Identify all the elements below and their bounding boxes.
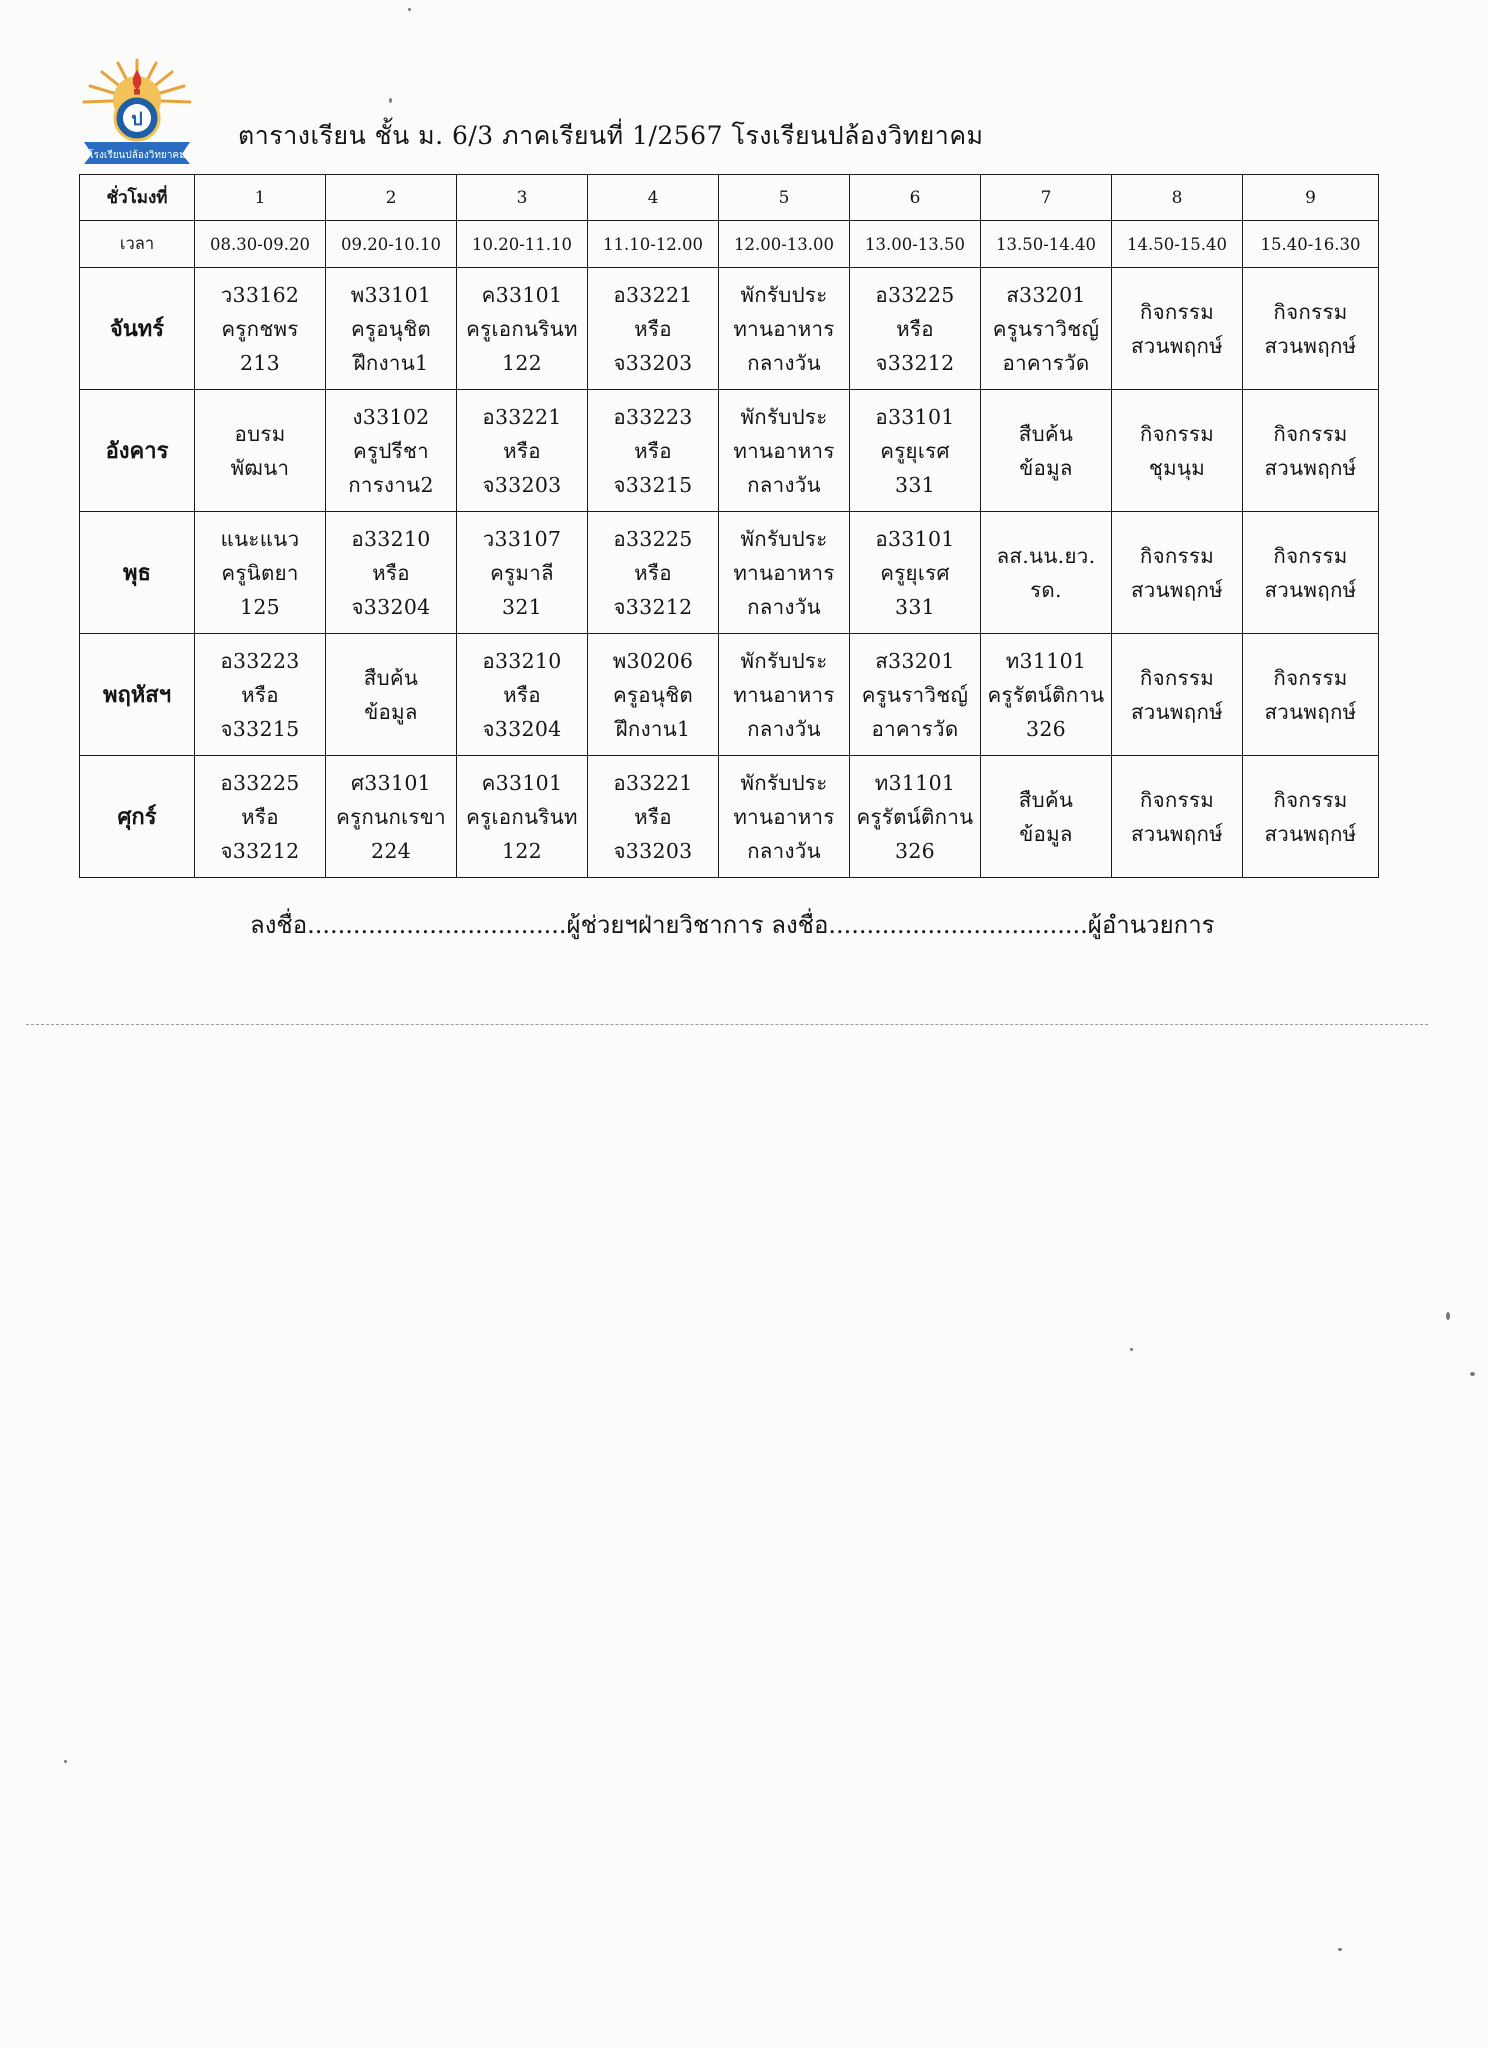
cell-line: หรือ (634, 316, 672, 341)
svg-text:ป: ป (131, 109, 143, 130)
cell-line: ครูเอกนรินท (466, 804, 578, 829)
cell-line: พักรับประ (740, 404, 828, 429)
cell-line: จ33212 (613, 594, 693, 619)
cell-line: ครูกชพร (221, 316, 299, 341)
cell-line: ครูกนกเรขา (336, 804, 446, 829)
cell-line: จ33215 (220, 716, 300, 741)
cell-line: 125 (239, 594, 281, 619)
cell-line: หรือ (634, 804, 672, 829)
page-title: ตารางเรียน ชั้น ม. 6/3 ภาคเรียนที่ 1/2567 โรงเรียนปล้องวิทยาคม (238, 121, 984, 150)
cell-line: กิจกรรม (1139, 299, 1215, 324)
cell-line: กลางวัน (747, 594, 821, 619)
cell-line: สวนพฤกษ์ (1264, 577, 1357, 602)
cell-line: จ33215 (613, 472, 693, 497)
cell-line: สืบค้น (363, 665, 419, 690)
class-cell (981, 390, 1112, 512)
cell-line: สวนพฤกษ์ (1131, 821, 1223, 846)
class-cell (850, 634, 981, 756)
cell-line: 326 (1025, 716, 1067, 741)
class-cell (981, 512, 1112, 634)
period-number: 2 (326, 175, 457, 221)
cell-line: กิจกรรม (1139, 421, 1215, 446)
cell-line: อ33223 (220, 648, 300, 673)
day-label: พุธ (80, 512, 195, 634)
time-header-row (80, 221, 1379, 268)
class-cell (457, 756, 588, 878)
class-cell (1112, 268, 1243, 390)
cell-line: 326 (894, 838, 936, 863)
cell-line: อ33225 (220, 770, 300, 795)
cell-line: กิจกรรม (1139, 787, 1215, 812)
cell-line: สวนพฤกษ์ (1264, 333, 1357, 358)
signature-line: ลงชื่อ..................................ผู้ช่วยฯฝ่ายวิชาการ ลงชื่อ..................................ผู้อำนวยการ (250, 911, 1215, 939)
cell-line: ว33107 (482, 526, 562, 551)
cell-line: ครูมาลี (490, 560, 554, 585)
cell-line: จ33203 (613, 350, 693, 375)
class-cell (1243, 268, 1379, 390)
day-row (80, 390, 1379, 512)
period-number: 5 (719, 175, 850, 221)
period-time: 13.00-13.50 (850, 221, 981, 268)
cell-line: สวนพฤกษ์ (1264, 455, 1357, 480)
scan-speck (1130, 1348, 1133, 1351)
cell-line: อ33223 (613, 404, 693, 429)
period-time: 09.20-10.10 (326, 221, 457, 268)
cell-line: กิจกรรม (1273, 299, 1348, 324)
cell-line: กลางวัน (747, 838, 821, 863)
class-cell (1112, 390, 1243, 512)
timetable (79, 174, 1379, 878)
cell-line: ศ33101 (350, 770, 432, 795)
period-number: 9 (1243, 175, 1379, 221)
cell-line: อ33221 (482, 404, 562, 429)
cell-line: 122 (501, 838, 543, 863)
cell-line: พ30206 (612, 648, 694, 673)
cell-line: หรือ (503, 438, 541, 463)
period-label: ชั่วโมงที่ (80, 175, 195, 221)
cell-line: กลางวัน (747, 472, 821, 497)
cell-line: ทานอาหาร (733, 316, 835, 341)
class-cell (588, 512, 719, 634)
cell-line: ครูรัตน์ติกาน (856, 804, 974, 829)
cell-line: ว33162 (220, 282, 300, 307)
class-cell (326, 268, 457, 390)
cell-line: ทานอาหาร (733, 682, 835, 707)
scan-speck (408, 8, 411, 11)
class-cell (719, 268, 850, 390)
cell-line: หรือ (372, 560, 410, 585)
class-cell (326, 390, 457, 512)
cell-line: 224 (370, 838, 412, 863)
cell-line: จ33203 (482, 472, 562, 497)
class-cell (850, 756, 981, 878)
cell-line: ท31101 (1005, 648, 1087, 673)
cell-line: พักรับประ (740, 770, 828, 795)
cell-line: หรือ (634, 438, 672, 463)
class-cell (195, 634, 326, 756)
cut-divider (26, 1024, 1428, 1025)
cell-line: ทานอาหาร (733, 804, 835, 829)
cell-line: หรือ (241, 682, 279, 707)
class-cell (981, 756, 1112, 878)
cell-line: สวนพฤกษ์ (1131, 333, 1223, 358)
cell-line: ครูปรีชา (353, 438, 429, 463)
class-cell (1243, 634, 1379, 756)
day-row (80, 634, 1379, 756)
class-cell (457, 512, 588, 634)
cell-line: สวนพฤกษ์ (1131, 699, 1223, 724)
day-label: พฤหัสฯ (80, 634, 195, 756)
class-cell (1112, 512, 1243, 634)
class-cell (195, 512, 326, 634)
cell-line: หรือ (503, 682, 541, 707)
class-cell (326, 756, 457, 878)
cell-line: สวนพฤกษ์ (1264, 821, 1357, 846)
cell-line: ครูนิตยา (221, 560, 299, 585)
cell-line: ง33102 (352, 404, 430, 429)
cell-line: กิจกรรม (1273, 665, 1348, 690)
class-cell (588, 390, 719, 512)
cell-line: กลางวัน (747, 350, 821, 375)
period-time: 13.50-14.40 (981, 221, 1112, 268)
period-number: 6 (850, 175, 981, 221)
period-time: 12.00-13.00 (719, 221, 850, 268)
cell-line: พัฒนา (230, 455, 290, 480)
cell-line: กิจกรรม (1139, 543, 1215, 568)
class-cell (1243, 390, 1379, 512)
period-time: 14.50-15.40 (1112, 221, 1243, 268)
class-cell (719, 390, 850, 512)
cell-line: อาคารวัด (871, 716, 959, 741)
cell-line: หรือ (896, 316, 934, 341)
period-number: 4 (588, 175, 719, 221)
cell-line: 213 (239, 350, 281, 375)
cell-line: ส33201 (1006, 282, 1086, 307)
cell-line: อบรม (234, 421, 286, 446)
cell-line: การงาน2 (348, 472, 434, 497)
class-cell (850, 390, 981, 512)
cell-line: ทานอาหาร (733, 560, 835, 585)
cell-line: อ33225 (613, 526, 693, 551)
cell-line: กิจกรรม (1139, 665, 1215, 690)
cell-line: 331 (894, 594, 936, 619)
cell-line: ส33201 (875, 648, 955, 673)
cell-line: จ33212 (220, 838, 300, 863)
period-time: 15.40-16.30 (1243, 221, 1379, 268)
cell-line: ครูยุเรศ (880, 438, 950, 463)
class-cell (588, 756, 719, 878)
day-label: ศุกร์ (80, 756, 195, 878)
class-cell (1243, 512, 1379, 634)
class-cell (719, 756, 850, 878)
day-label: อังคาร (80, 390, 195, 512)
class-cell (1112, 756, 1243, 878)
period-number: 7 (981, 175, 1112, 221)
cell-line: จ33212 (875, 350, 955, 375)
class-cell (588, 634, 719, 756)
cell-line: ชุมนุม (1148, 455, 1206, 480)
day-row (80, 268, 1379, 390)
class-cell (195, 390, 326, 512)
cell-line: กิจกรรม (1273, 787, 1348, 812)
cell-line: อ33225 (875, 282, 955, 307)
cell-line: ท31101 (874, 770, 956, 795)
cell-line: อ33221 (613, 282, 693, 307)
class-cell (326, 512, 457, 634)
scan-speck (1446, 1312, 1450, 1320)
class-cell (850, 268, 981, 390)
cell-line: ครูนราวิชญ์ (992, 316, 1100, 341)
cell-line: พักรับประ (740, 526, 828, 551)
cell-line: ฝึกงาน1 (615, 716, 691, 741)
cell-line: ครูนราวิชญ์ (861, 682, 969, 707)
cell-line: อ33210 (351, 526, 431, 551)
cell-line: ทานอาหาร (733, 438, 835, 463)
cell-line: พักรับประ (740, 282, 828, 307)
cell-line: อาคารวัด (1002, 350, 1090, 375)
cell-line: ข้อมูล (364, 699, 418, 724)
day-row (80, 756, 1379, 878)
cell-line: สวนพฤกษ์ (1131, 577, 1223, 602)
scan-speck (64, 1760, 67, 1763)
scan-speck (389, 98, 392, 103)
class-cell (195, 268, 326, 390)
cell-line: กิจกรรม (1273, 543, 1348, 568)
period-time: 10.20-11.10 (457, 221, 588, 268)
period-time: 08.30-09.20 (195, 221, 326, 268)
class-cell (195, 756, 326, 878)
cell-line: สืบค้น (1018, 421, 1074, 446)
class-cell (457, 390, 588, 512)
cell-line: อ33221 (613, 770, 693, 795)
cell-line: รด. (1030, 577, 1062, 602)
cell-line: กิจกรรม (1273, 421, 1348, 446)
cell-line: ครูรัตน์ติกาน (987, 682, 1105, 707)
scan-speck (1470, 1372, 1475, 1376)
class-cell (1243, 756, 1379, 878)
period-header-row (80, 175, 1379, 221)
cell-line: ข้อมูล (1019, 821, 1073, 846)
cell-line: อ33101 (875, 526, 955, 551)
cell-line: 321 (501, 594, 543, 619)
cell-line: พักรับประ (740, 648, 828, 673)
day-label: จันทร์ (80, 268, 195, 390)
cell-line: พ33101 (350, 282, 432, 307)
period-number: 1 (195, 175, 326, 221)
cell-line: 331 (894, 472, 936, 497)
class-cell (1112, 634, 1243, 756)
cell-line: สืบค้น (1018, 787, 1074, 812)
cell-line: ค33101 (481, 770, 563, 795)
class-cell (457, 268, 588, 390)
cell-line: ฝึกงาน1 (353, 350, 429, 375)
class-cell (850, 512, 981, 634)
class-cell (981, 634, 1112, 756)
cell-line: ข้อมูล (1019, 455, 1073, 480)
cell-line: 122 (501, 350, 543, 375)
cell-line: สวนพฤกษ์ (1264, 699, 1357, 724)
class-cell (719, 634, 850, 756)
cell-line: อ33101 (875, 404, 955, 429)
svg-text:โรงเรียนปล้องวิทยาคม: โรงเรียนปล้องวิทยาคม (88, 150, 186, 161)
cell-line: แนะแนว (220, 526, 300, 551)
cell-line: จ33204 (482, 716, 562, 741)
class-cell (326, 634, 457, 756)
school-emblem-icon (78, 56, 196, 166)
class-cell (457, 634, 588, 756)
cell-line: หรือ (634, 560, 672, 585)
period-number: 3 (457, 175, 588, 221)
cell-line: ลส.นน.ยว. (996, 543, 1096, 568)
cell-line: หรือ (241, 804, 279, 829)
cell-line: จ33204 (351, 594, 431, 619)
cell-line: ครูยุเรศ (880, 560, 950, 585)
cell-line: ครูอนุชิต (612, 682, 694, 707)
cell-line: ครูอนุชิต (350, 316, 432, 341)
class-cell (719, 512, 850, 634)
period-number: 8 (1112, 175, 1243, 221)
period-time: 11.10-12.00 (588, 221, 719, 268)
cell-line: กลางวัน (747, 716, 821, 741)
cell-line: จ33203 (613, 838, 693, 863)
scan-speck (1338, 1948, 1342, 1951)
cell-line: อ33210 (482, 648, 562, 673)
time-label: เวลา (80, 221, 195, 268)
class-cell (588, 268, 719, 390)
day-row (80, 512, 1379, 634)
cell-line: ค33101 (481, 282, 563, 307)
cell-line: ครูเอกนรินท (466, 316, 578, 341)
class-cell (981, 268, 1112, 390)
